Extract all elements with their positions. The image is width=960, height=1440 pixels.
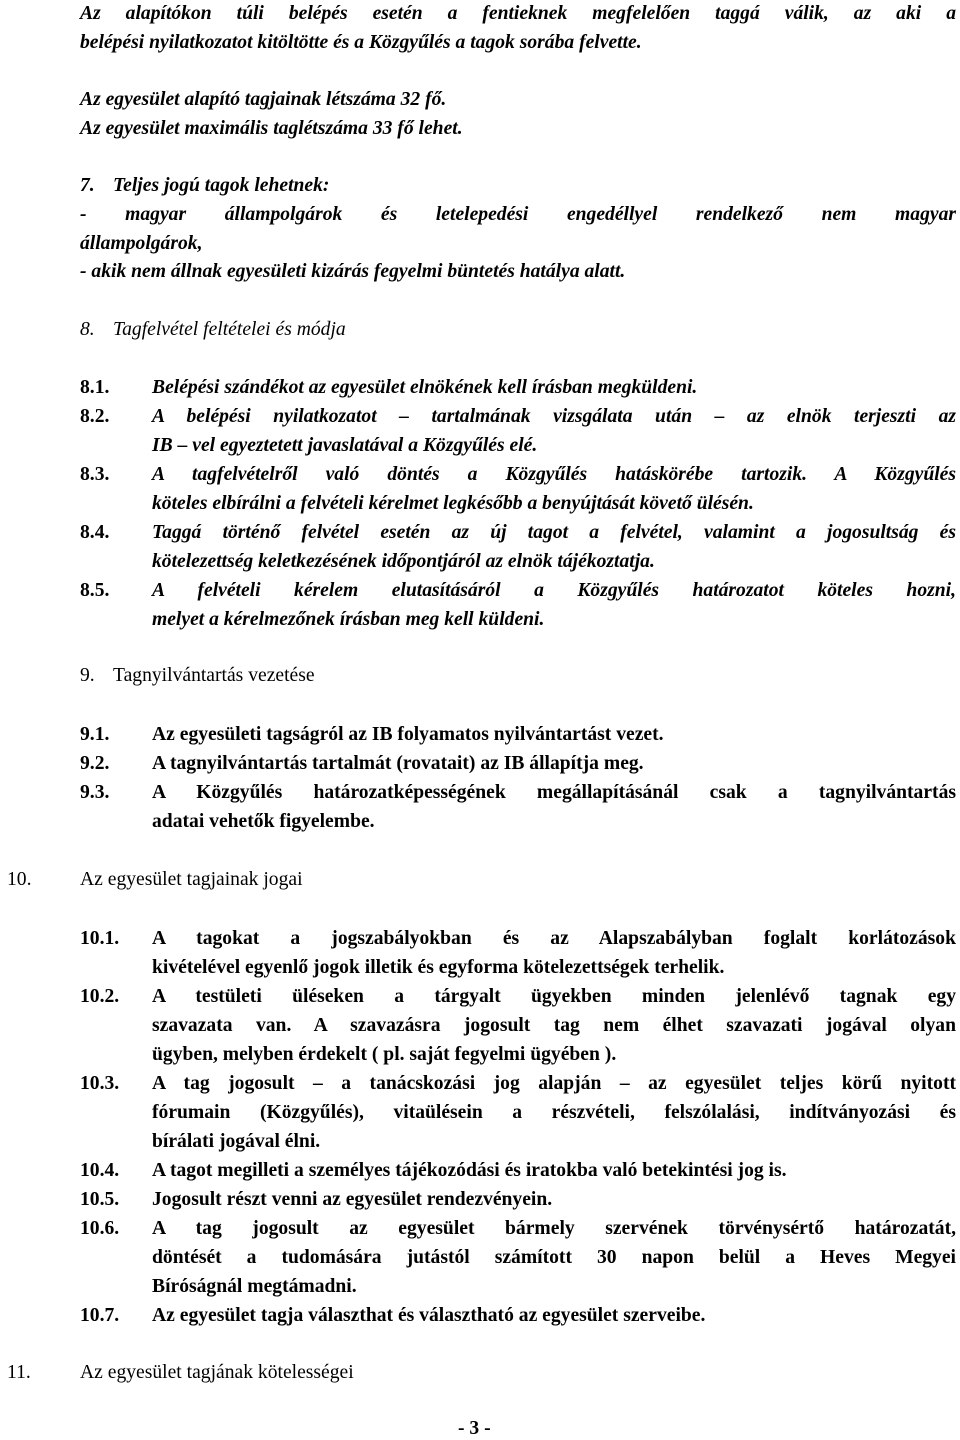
item-10-6-line-2: döntését a tudomására jutástól számított 30 napon belül a Heves Megyei — [152, 1247, 956, 1268]
item-10-7-text: Az egyesület tagja választhat és választható az egyesület szerveibe. — [152, 1305, 706, 1326]
section-9-number: 9. — [80, 665, 95, 686]
item-8-4-line-1: Taggá történő felvétel esetén az új tagot a felvétel, valamint a jogosultság és — [152, 522, 956, 543]
item-10-6-line-1: A tag jogosult az egyesület bármely szervének törvénysértő határozatát, — [152, 1218, 956, 1239]
item-8-5-line-1: A felvételi kérelem elutasításáról a Közgyűlés határozatot köteles hozni, — [152, 580, 956, 601]
item-8-3-number: 8.3. — [80, 464, 110, 485]
item-8-2-number: 8.2. — [80, 406, 110, 427]
item-10-6-number: 10.6. — [80, 1218, 120, 1239]
item-8-4-line-2: kötelezettség keletkezésének időpontjáról az elnök tájékoztatja. — [152, 551, 655, 572]
max-members-line: Az egyesület maximális taglétszáma 33 fő lehet. — [80, 118, 463, 139]
section-8-number: 8. — [80, 319, 95, 340]
item-10-1-number: 10.1. — [80, 928, 120, 949]
item-8-2-line-1: A belépési nyilatkozatot – tartalmának vizsgálata után – az elnök terjeszti az — [152, 406, 956, 427]
item-9-2-text: A tagnyilvántartás tartalmát (rovatait) az IB állapítja meg. — [152, 753, 644, 774]
item-10-3-line-3: bírálati jogával élni. — [152, 1131, 321, 1152]
intro-line-2: belépési nyilatkozatot kitöltötte és a Közgyűlés a tagok sorába felvette. — [80, 32, 642, 53]
item-8-5-number: 8.5. — [80, 580, 110, 601]
item-10-6-line-3: Bíróságnál megtámadni. — [152, 1276, 357, 1297]
item-9-3-number: 9.3. — [80, 782, 110, 803]
intro-line-1: Az alapítókon túli belépés esetén a fentieknek megfelelően taggá válik, az aki a — [80, 3, 956, 24]
founding-members-line: Az egyesület alapító tagjainak létszáma 32 fő. — [80, 89, 447, 110]
item-10-2-line-1: A testületi üléseken a tárgyalt ügyekben minden jelenlévő tagnak egy — [152, 986, 956, 1007]
item-9-1-text: Az egyesületi tagságról az IB folyamatos nyilvántartást vezet. — [152, 724, 664, 745]
item-10-4-text: A tagot megilleti a személyes tájékozódási és iratokba való betekintési jog is. — [152, 1160, 787, 1181]
item-10-2-line-2: szavazata van. A szavazásra jogosult tag nem élhet szavazati jogával olyan — [152, 1015, 956, 1036]
item-10-1-line-2: kivételével egyenlő jogok illetik és egyforma kötelezettségek terhelik. — [152, 957, 725, 978]
section-9-title: Tagnyilvántartás vezetése — [113, 665, 315, 686]
item-8-3-line-2: köteles elbírálni a felvételi kérelmet legkésőbb a benyújtását követő ülésén. — [152, 493, 754, 514]
item-9-3-line-2: adatai vehetők figyelembe. — [152, 811, 375, 832]
item-10-2-number: 10.2. — [80, 986, 120, 1007]
item-10-2-line-3: ügyben, melyben érdekelt ( pl. saját fegyelmi ügyében ). — [152, 1044, 617, 1065]
item-10-7-number: 10.7. — [80, 1305, 120, 1326]
section-10-number: 10. — [7, 869, 32, 890]
section-7-number: 7. — [80, 175, 95, 196]
item-8-2-line-2: IB – vel egyeztetett javaslatával a Közgyűlés elé. — [152, 435, 538, 456]
item-10-3-number: 10.3. — [80, 1073, 120, 1094]
item-10-1-line-1: A tagokat a jogszabályokban és az Alapszabályban foglalt korlátozások — [152, 928, 956, 949]
item-8-5-line-2: melyet a kérelmezőnek írásban meg kell küldeni. — [152, 609, 545, 630]
section-7-title: Teljes jogú tagok lehetnek: — [113, 175, 330, 196]
item-8-1-number: 8.1. — [80, 377, 110, 398]
item-9-1-number: 9.1. — [80, 724, 110, 745]
item-9-2-number: 9.2. — [80, 753, 110, 774]
section-7-line-2: állampolgárok, — [80, 233, 203, 254]
item-9-3-line-1: A Közgyűlés határozatképességének megállapításánál csak a tagnyilvántartás — [152, 782, 956, 803]
section-7-line-1: - magyar állampolgárok és letelepedési engedéllyel rendelkező nem magyar — [80, 204, 956, 225]
section-7-line-3: - akik nem állnak egyesületi kizárás fegyelmi büntetés hatálya alatt. — [80, 261, 626, 282]
item-10-5-text: Jogosult részt venni az egyesület rendezvényein. — [152, 1189, 553, 1210]
section-8-title: Tagfelvétel feltételei és módja — [113, 319, 346, 340]
item-10-5-number: 10.5. — [80, 1189, 120, 1210]
page-number: - 3 - — [458, 1418, 491, 1439]
item-8-1-text: Belépési szándékot az egyesület elnökének kell írásban megküldeni. — [152, 377, 698, 398]
item-10-4-number: 10.4. — [80, 1160, 120, 1181]
item-10-3-line-1: A tag jogosult – a tanácskozási jog alapján – az egyesület teljes körű nyitott — [152, 1073, 956, 1094]
item-8-4-number: 8.4. — [80, 522, 110, 543]
item-10-3-line-2: fórumain (Közgyűlés), vitaülésein a részvételi, felszólalási, indítványozási és — [152, 1102, 956, 1123]
section-11-title: Az egyesület tagjának kötelességei — [80, 1362, 354, 1383]
item-8-3-line-1: A tagfelvételről való döntés a Közgyűlés hatáskörébe tartozik. A Közgyűlés — [152, 464, 956, 485]
section-10-title: Az egyesület tagjainak jogai — [80, 869, 303, 890]
section-11-number: 11. — [7, 1362, 31, 1383]
